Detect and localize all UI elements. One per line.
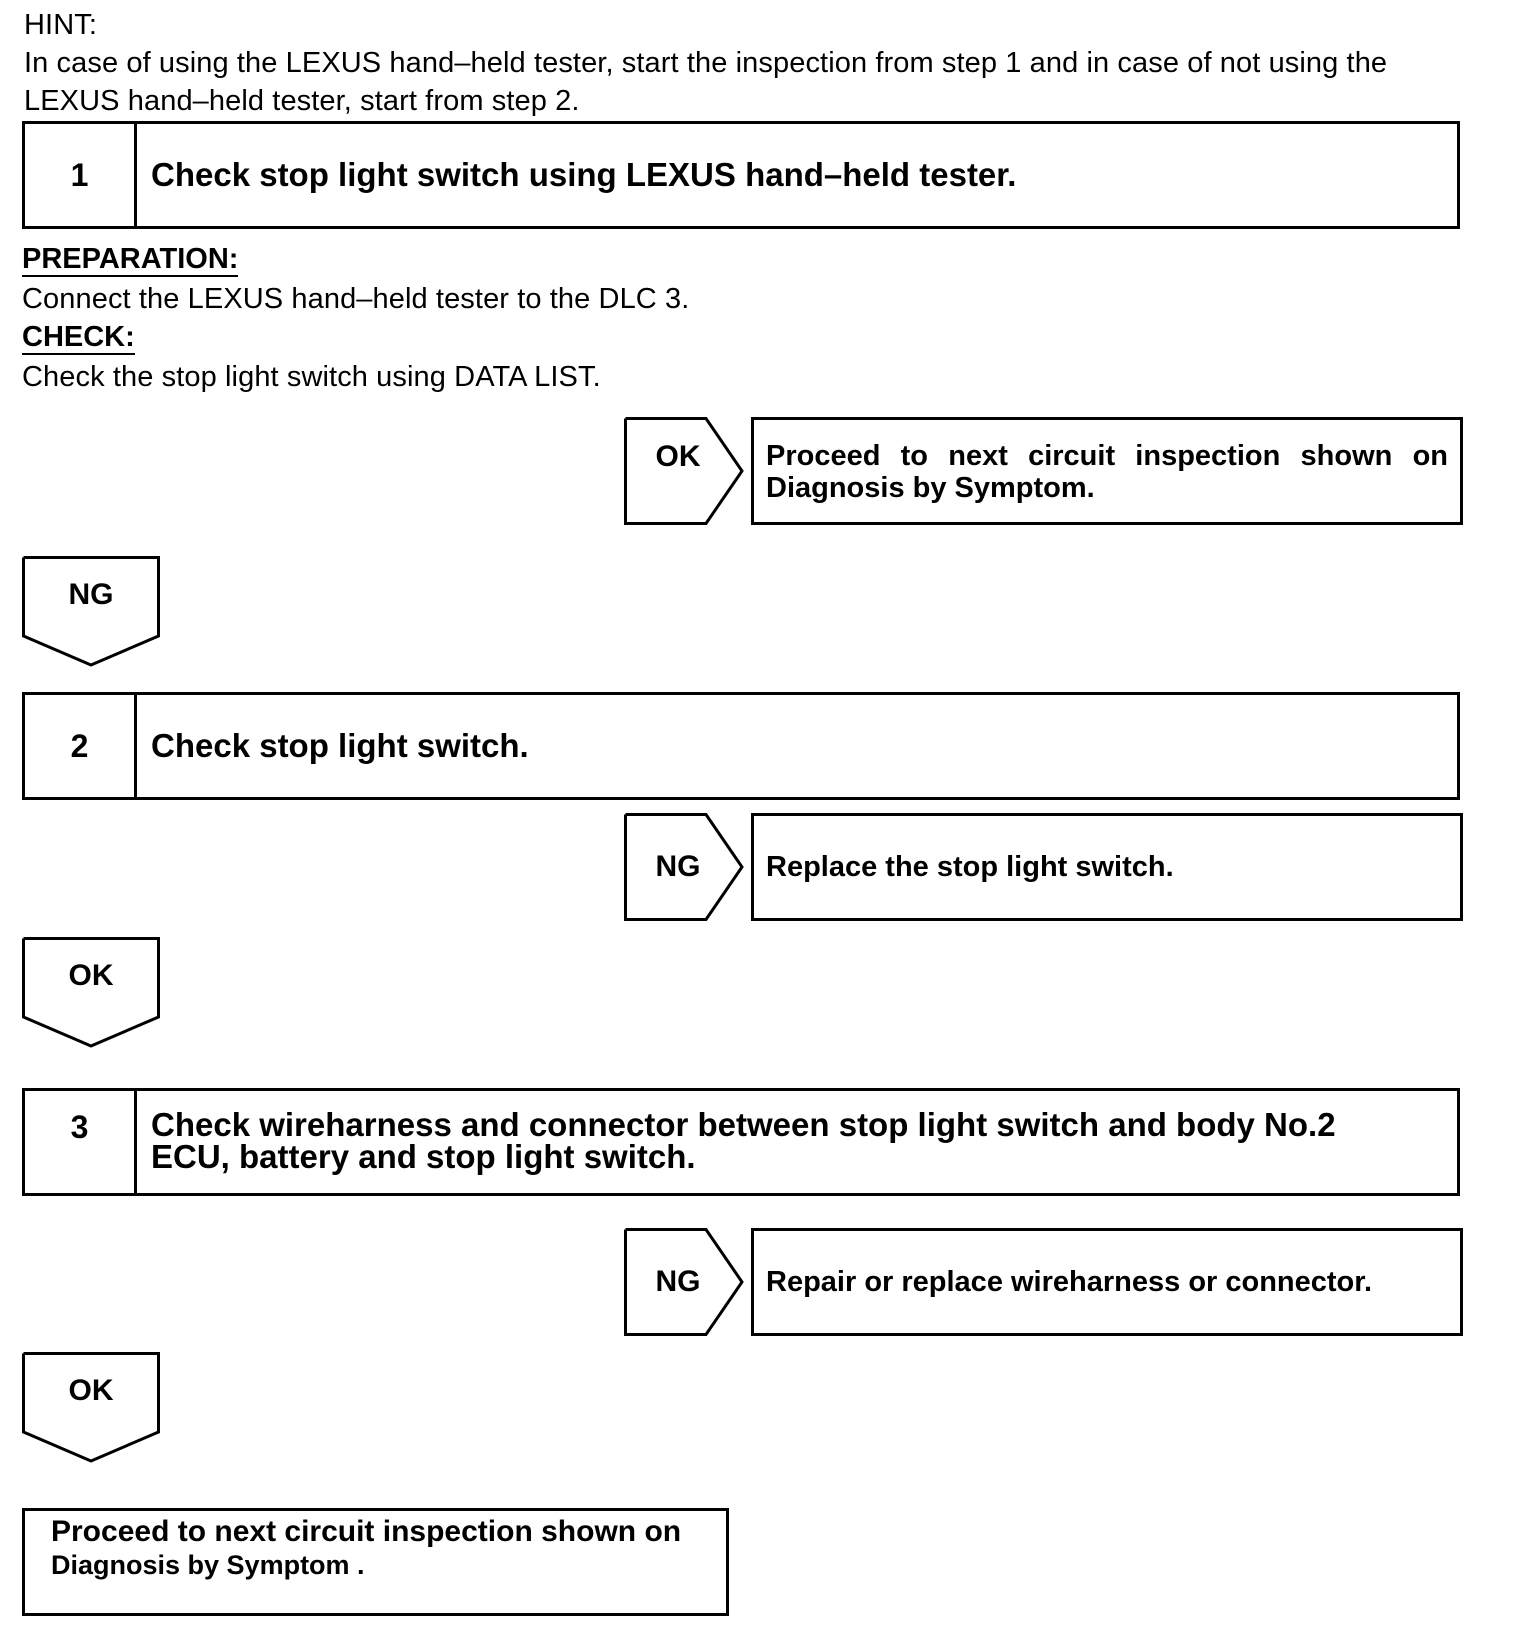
preparation-section [22, 242, 238, 276]
step-1-ok-result [751, 417, 1463, 525]
final-result-box [22, 1508, 729, 1616]
step-number: 1 [25, 124, 137, 226]
preparation-label: PREPARATION: [22, 243, 239, 275]
branch-arrow-down-icon [22, 937, 160, 1049]
step-3-ng-result [751, 1228, 1463, 1336]
step-number: 2 [25, 695, 137, 797]
step-1-box [22, 121, 1460, 229]
step-title: Check stop light switch using LEXUS hand–held tester. [151, 156, 1017, 193]
step-title: Check wireharness and connector between stop light switch and body No.2 ECU, battery and stop light switch. [151, 1106, 1336, 1175]
check-text: Check the stop light switch using DATA LIST. [22, 361, 601, 393]
step-1-ok-branch [624, 417, 752, 525]
branch-label: NG [655, 850, 701, 883]
step-3-ok-branch [22, 1352, 160, 1462]
result-text: Repair or replace wireharness or connector. [766, 1265, 1373, 1298]
hint-label: HINT: [24, 9, 97, 41]
branch-label: OK [655, 440, 701, 473]
branch-label: NG [68, 578, 114, 611]
result-text: Replace the stop light switch. [766, 850, 1174, 883]
step-title: Check stop light switch. [151, 727, 529, 764]
branch-arrow-down-icon [22, 1352, 160, 1464]
step-number: 3 [25, 1091, 137, 1193]
branch-label: NG [655, 1265, 701, 1298]
step-2-ok-branch [22, 937, 160, 1047]
branch-label: OK [68, 959, 114, 992]
check-label: CHECK: [22, 321, 135, 353]
check-section [22, 320, 135, 354]
step-2-ng-result [751, 813, 1463, 921]
result-text: Proceed to next circuit inspection shown on Diagnosis by Symptom. [766, 440, 1448, 504]
final-line-1: Proceed to next circuit inspection shown on [51, 1515, 682, 1548]
branch-label: OK [68, 1374, 114, 1407]
step-3-box [22, 1088, 1460, 1196]
step-2-box [22, 692, 1460, 800]
preparation-text: Connect the LEXUS hand–held tester to the DLC 3. [22, 283, 690, 315]
branch-arrow-down-icon [22, 556, 160, 668]
step-2-ng-branch [624, 813, 752, 921]
step-1-ng-branch [22, 556, 160, 666]
final-line-2: Diagnosis by Symptom . [51, 1550, 365, 1580]
hint-text: In case of using the LEXUS hand–held tester, start the inspection from step 1 and in case of not using the LEXUS hand–held tester, start from step 2. [24, 47, 1388, 117]
step-3-ng-branch [624, 1228, 752, 1336]
